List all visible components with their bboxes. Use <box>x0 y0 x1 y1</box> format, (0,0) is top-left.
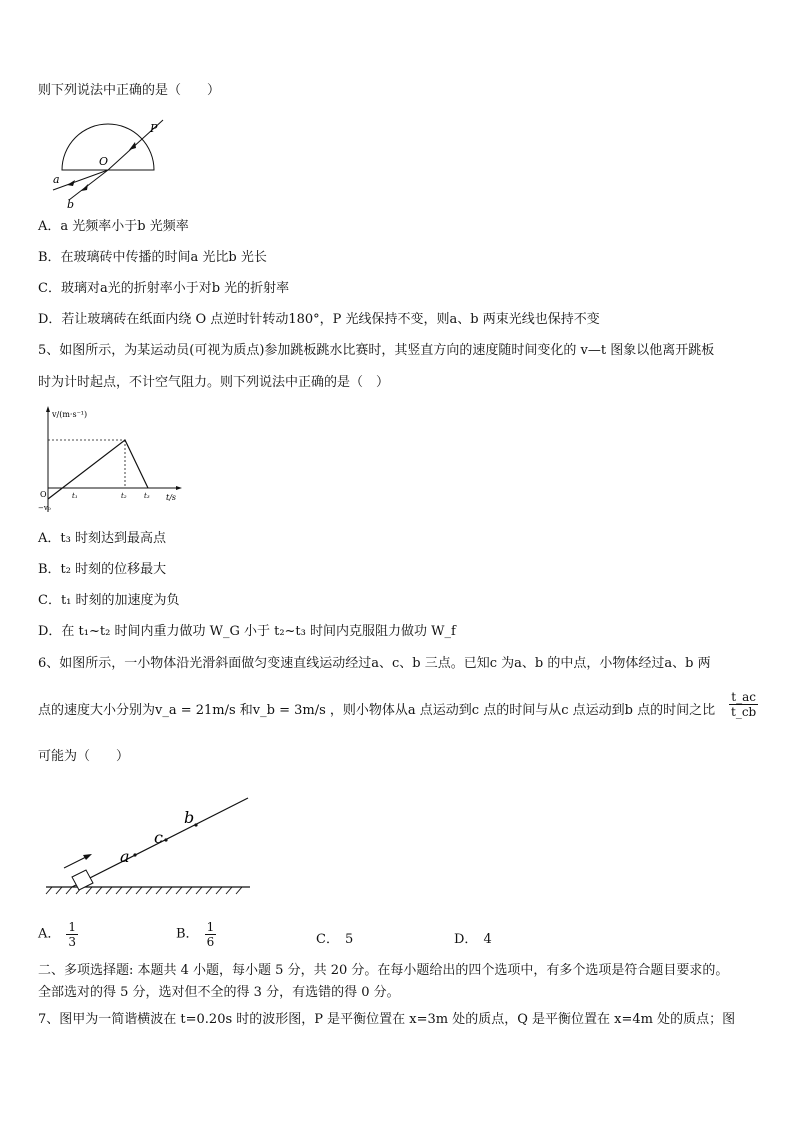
graph-tick-t2: t₂ <box>121 492 127 500</box>
label-b: b <box>67 198 75 211</box>
q5-stem-line2: 时为计时起点，不计空气阻力。则下列说法中正确的是（ ） <box>38 375 390 390</box>
q4-option-d: D．若让玻璃砖在纸面内绕 O 点逆时针转动180°，P 光线保持不变，则a、b 两束光线也保持不变 <box>38 312 600 327</box>
refracted-ray-b <box>69 170 108 200</box>
graph-tick-t3: t₃ <box>144 492 150 500</box>
q6-stem-line3: 可能为（ ） <box>38 749 130 764</box>
section2-line1: 二、多项选择题: 本题共 4 小题，每小题 5 分，共 20 分。在每小题给出的四个选项中，有多个选项是符合题目要求的。 <box>38 963 729 978</box>
graph-neg-v0: −v₀ <box>38 504 51 512</box>
q6-option-b: B． $\frac{1}{6}$ <box>176 920 215 949</box>
graph-tick-t1: t₁ <box>72 492 78 500</box>
q4-stem: 则下列说法中正确的是（ ） <box>38 83 221 98</box>
q5-option-a: A．t₃ 时刻达到最高点 <box>38 531 166 546</box>
q5-option-d: D．在 t₁~t₂ 时间内重力做功 W_G 小于 t₂~t₃ 时间内克服阻力做功 W_f <box>38 624 456 639</box>
graph-origin: O <box>40 490 47 499</box>
label-p: P <box>150 122 158 135</box>
label-a: a <box>53 173 60 186</box>
q7-stem: 7、图甲为一简谐横波在 t=0.20s 时的波形图，P 是平衡位置在 x=3m 处的质点，Q 是平衡位置在 x=4m 处的质点；图 <box>38 1012 736 1027</box>
q6-ratio-numerator: t_ac <box>729 690 758 705</box>
q5-option-b: B．t₂ 时刻的位移最大 <box>38 562 167 577</box>
q6-option-d: D． 4 <box>454 932 492 947</box>
q6-ratio-denominator: t_cb <box>731 705 757 719</box>
q6-incline-figure <box>40 790 255 895</box>
q4-option-a: A．a 光频率小于b 光频率 <box>38 219 189 234</box>
q4-option-b: B．在玻璃砖中传播的时间a 光比b 光长 <box>38 250 267 265</box>
q4-semicircle-figure <box>45 108 170 213</box>
q6-option-c: C． 5 <box>316 932 354 947</box>
point-b-label: b <box>184 808 195 827</box>
q5-option-c: C．t₁ 时刻的加速度为负 <box>38 593 180 608</box>
velocity-curve <box>48 440 148 499</box>
q5-vt-graph <box>38 404 188 516</box>
q6-stem-line1: 6、如图所示，一小物体沿光滑斜面做匀变速直线运动经过a、c、b 三点。已知c 为a、b 的中点，小物体经过a、b 两 <box>38 656 711 671</box>
q6-ratio <box>729 690 758 719</box>
point-c-label: c <box>154 828 163 847</box>
graph-x-label: t/s <box>166 493 177 502</box>
q5-stem-line1: 5、如图所示，为某运动员(可视为质点)参加跳板跳水比赛时，其竖直方向的速度随时间变化的 v—t 图象以他离开跳板 <box>38 343 715 358</box>
q6-option-a: A． $\frac{1}{3}$ <box>38 920 77 949</box>
graph-y-label: v/(m·s⁻¹) <box>52 410 88 419</box>
q4-option-c: C．玻璃对a光的折射率小于对b 光的折射率 <box>38 281 290 296</box>
section2-line2: 全部选对的得 5 分，选对但不全的得 3 分，有选错的得 0 分。 <box>38 985 400 1000</box>
q6-stem-line2: 点的速度大小分别为v_a = 21m/s 和v_b = 3m/s ，则小物体从a 点运动到c 点的时间与从c 点运动到b 点的时间之比 <box>38 703 716 718</box>
point-a-label: a <box>120 847 130 866</box>
refracted-ray-a <box>53 170 108 190</box>
label-o: O <box>99 155 109 168</box>
